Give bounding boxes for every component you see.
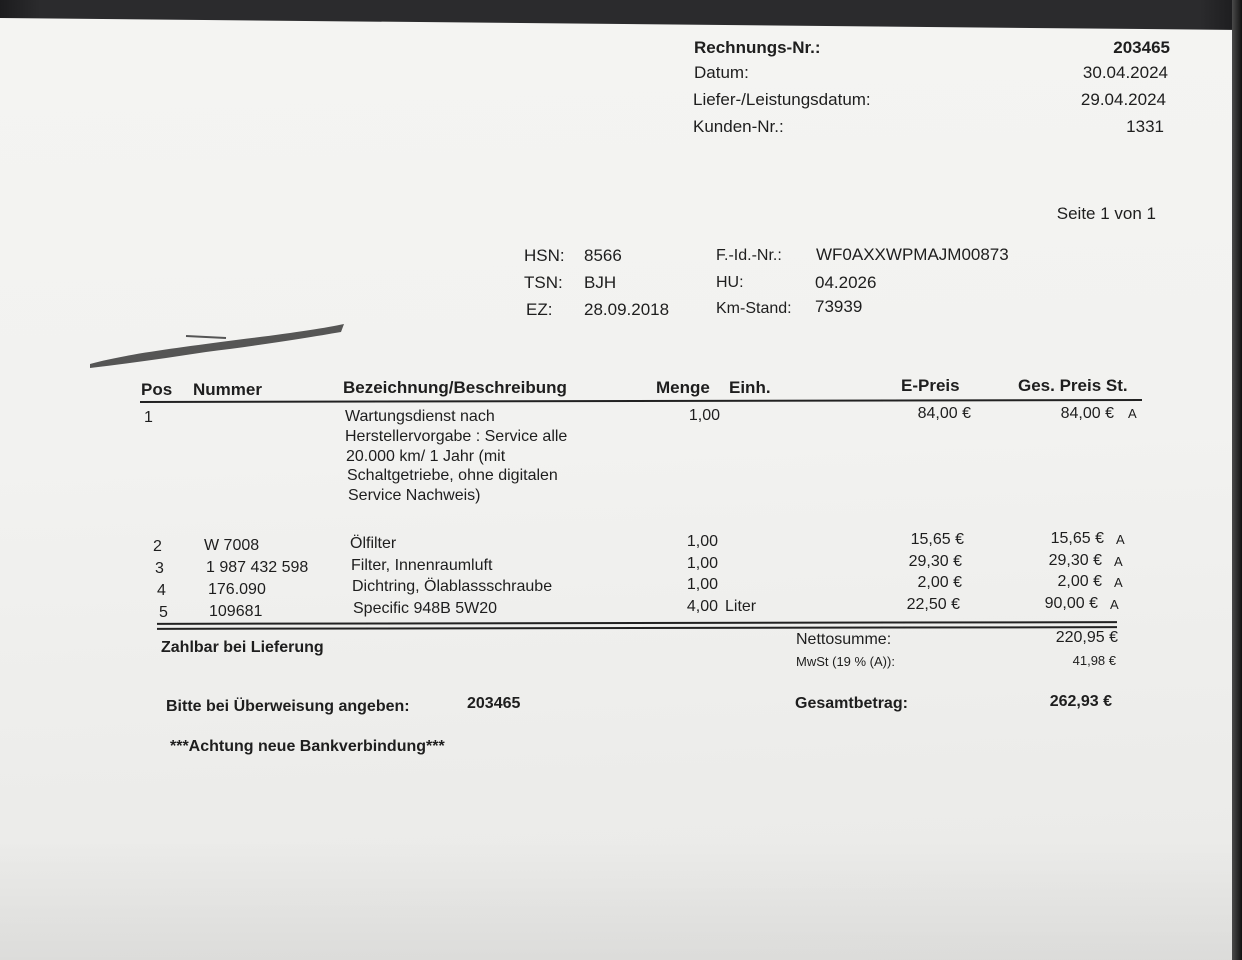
vat-amount: 41,98 €	[1072, 653, 1116, 668]
tsn-label: TSN:	[524, 273, 563, 292]
row-5-pos: 5	[159, 604, 168, 621]
row-5-gespreis: 90,00 €	[1044, 595, 1098, 612]
bank-notice: ***Achtung neue Bankverbindung***	[170, 738, 445, 755]
col-einheit-header: Einh.	[729, 378, 771, 397]
invoice-number-label: Rechnungs-Nr.:	[694, 38, 821, 57]
net-total: 220,95 €	[1055, 629, 1118, 646]
row-1-desc-line-1: Wartungsdienst nach	[345, 408, 495, 425]
row-1-pos: 1	[144, 409, 153, 426]
km-label: Km-Stand:	[716, 300, 792, 317]
fid-value: WF0AXXWPMAJM00873	[816, 245, 1009, 264]
hu-label: HU:	[716, 274, 744, 291]
row-2-menge: 1,00	[686, 533, 718, 550]
row-3-tax-code: A	[1114, 554, 1123, 569]
date-label: Datum:	[694, 63, 749, 82]
row-2-desc: Ölfilter	[350, 535, 397, 552]
km-value: 73939	[815, 297, 863, 316]
col-epreis-header: E-Preis	[901, 376, 960, 395]
row-4-nummer: 176.090	[208, 581, 266, 598]
customer-number-label: Kunden-Nr.:	[693, 117, 784, 136]
row-3-gespreis: 29,30 €	[1048, 552, 1102, 569]
hsn-value: 8566	[584, 246, 622, 265]
col-menge-header: Menge	[656, 378, 710, 397]
tsn-value: BJH	[584, 273, 617, 292]
payment-terms: Zahlbar bei Lieferung	[161, 639, 324, 656]
ez-label: EZ:	[526, 300, 553, 319]
row-1-desc-line-4: Schaltgetriebe, ohne digitalen	[347, 467, 558, 484]
row-3-desc: Filter, Innenraumluft	[351, 557, 493, 574]
row-4-gespreis: 2,00 €	[1057, 573, 1102, 590]
row-3-pos: 3	[155, 560, 164, 577]
row-5-epreis: 22,50 €	[906, 596, 960, 613]
row-1-desc-line-2: Herstellervorgabe : Service alle	[345, 428, 568, 445]
row-2-tax-code: A	[1116, 532, 1125, 547]
row-5-menge: 4,00	[686, 598, 718, 615]
row-1-desc-line-3: 20.000 km/ 1 Jahr (mit	[346, 448, 506, 465]
fid-label: F.-Id.-Nr.:	[716, 247, 782, 264]
delivery-date: 29.04.2024	[1080, 90, 1166, 109]
row-4-epreis: 2,00 €	[917, 574, 962, 591]
net-total-label: Nettosumme:	[796, 631, 892, 648]
row-2-nummer: W 7008	[204, 537, 260, 554]
hu-value: 04.2026	[815, 273, 877, 292]
row-2-pos: 2	[153, 538, 162, 555]
row-4-desc: Dichtring, Ölablassschraube	[352, 578, 553, 595]
row-2-gespreis: 15,65 €	[1050, 530, 1104, 547]
row-1-gespreis: 84,00 €	[1060, 405, 1114, 422]
row-1-tax-code: A	[1128, 406, 1137, 421]
shadow-overlay	[0, 840, 1242, 960]
ez-value: 28.09.2018	[584, 300, 670, 319]
row-2-epreis: 15,65 €	[910, 531, 964, 548]
row-1-menge: 1,00	[688, 407, 720, 424]
col-pos-header: Pos	[141, 380, 173, 399]
col-nummer-header: Nummer	[193, 380, 262, 399]
row-1-epreis: 84,00 €	[917, 405, 971, 422]
transfer-reference: 203465	[467, 695, 521, 712]
redaction-smudge-icon	[86, 318, 348, 368]
row-4-tax-code: A	[1114, 575, 1123, 590]
row-3-epreis: 29,30 €	[908, 553, 962, 570]
row-1-desc-line-5: Service Nachweis)	[348, 487, 481, 504]
row-3-menge: 1,00	[686, 555, 718, 572]
vat-label: MwSt (19 % (A)):	[796, 654, 895, 669]
row-5-einheit: Liter	[725, 598, 757, 615]
grand-total: 262,93 €	[1049, 693, 1112, 710]
row-3-nummer: 1 987 432 598	[206, 559, 309, 576]
page-indicator: Seite 1 von 1	[1056, 204, 1156, 223]
grand-total-label: Gesamtbetrag:	[795, 695, 908, 712]
row-4-menge: 1,00	[686, 576, 718, 593]
col-description-header: Bezeichnung/Beschreibung	[343, 378, 567, 397]
row-5-nummer: 109681	[209, 603, 263, 620]
invoice-number: 203465	[1113, 38, 1170, 57]
row-5-tax-code: A	[1110, 597, 1119, 612]
transfer-reference-label: Bitte bei Überweisung angeben:	[166, 698, 410, 715]
row-4-pos: 4	[157, 582, 166, 599]
delivery-date-label: Liefer-/Leistungsdatum:	[693, 90, 871, 109]
col-gespreis-header: Ges. Preis St.	[1018, 376, 1128, 395]
invoice-date: 30.04.2024	[1082, 63, 1168, 82]
row-5-desc: Specific 948B 5W20	[353, 600, 498, 617]
customer-number: 1331	[1126, 117, 1164, 136]
monitor-bezel	[1232, 0, 1242, 960]
hsn-label: HSN:	[524, 246, 565, 265]
